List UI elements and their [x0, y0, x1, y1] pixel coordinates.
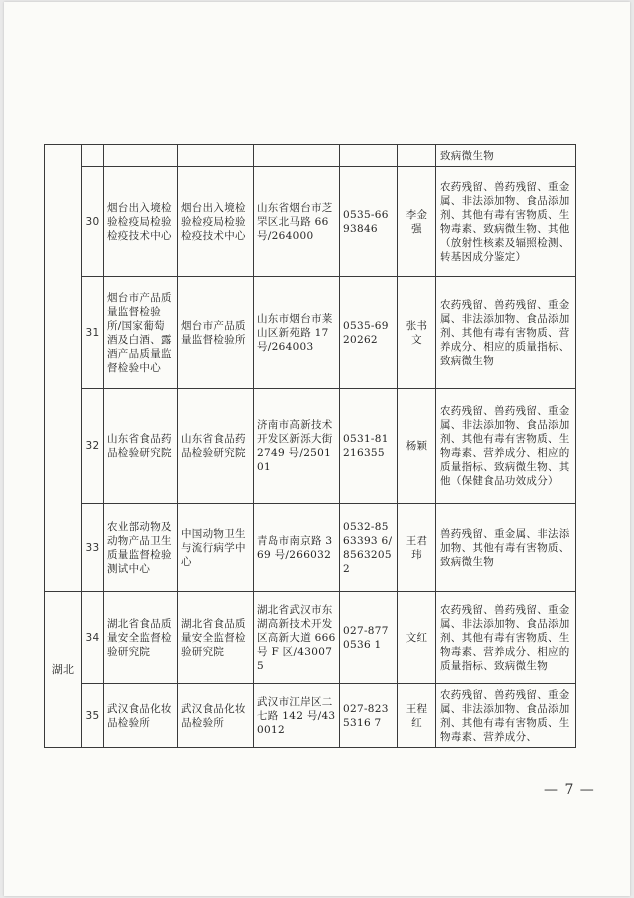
table-row	[45, 592, 576, 684]
contact-cell: 张书文	[398, 277, 436, 389]
lab-name-cell: 武汉食品化妆品检验所	[104, 684, 178, 748]
row-number-cell: 35	[82, 684, 104, 748]
organization-cell: 烟台市产品质量监督检验所	[178, 277, 254, 389]
phone-cell: 0531-81216355	[340, 389, 398, 504]
lab-name-cell: 烟台出入境检验检疫局检验检疫技术中心	[104, 167, 178, 277]
province-cell-shandong	[45, 145, 82, 592]
phone-cell: 0535-6920262	[340, 277, 398, 389]
document-page	[4, 2, 630, 896]
table-row	[45, 684, 576, 748]
province-cell-hubei: 湖北	[45, 592, 82, 748]
address-cell	[254, 145, 340, 167]
lab-list-table	[44, 144, 576, 748]
organization-cell: 武汉食品化妆品检验所	[178, 684, 254, 748]
contact-cell: 王君玮	[398, 504, 436, 592]
address-cell: 山东省烟台市芝罘区北马路 66 号/264000	[254, 167, 340, 277]
contact-cell: 杨颖	[398, 389, 436, 504]
phone-cell: 0532-8563393 6/85632052	[340, 504, 398, 592]
scope-cell: 农药残留、兽药残留、重金属、非法添加物、食品添加剂、其他有毒有害物质、生物毒素、营养成分、	[436, 684, 576, 748]
contact-cell: 王程红	[398, 684, 436, 748]
lab-name-cell: 农业部动物及动物产品卫生质量监督检验测试中心	[104, 504, 178, 592]
table-row	[45, 167, 576, 277]
phone-cell: 027-8770536 1	[340, 592, 398, 684]
lab-name-cell	[104, 145, 178, 167]
scope-cell: 农药残留、兽药残留、重金属、非法添加物、食品添加剂、其他有毒有害物质、生物毒素、致病微生物、其他（放射性核素及辐照检测、转基因成分鉴定）	[436, 167, 576, 277]
address-cell: 济南市高新技术开发区新泺大街 2749 号/250101	[254, 389, 340, 504]
row-number-cell	[82, 145, 104, 167]
row-number-cell: 33	[82, 504, 104, 592]
address-cell: 武汉市江岸区二七路 142 号/430012	[254, 684, 340, 748]
row-number-cell: 34	[82, 592, 104, 684]
lab-name-cell: 烟台市产品质量监督检验所/国家葡萄酒及白酒、露酒产品质量监督检验中心	[104, 277, 178, 389]
table-row	[45, 504, 576, 592]
phone-cell	[340, 145, 398, 167]
scope-cell: 农药残留、兽药残留、重金属、非法添加物、食品添加剂、其他有毒有害物质、生物毒素、营养成分、相应的质量指标、致病微生物、其他（保健食品功效成分）	[436, 389, 576, 504]
scope-cell: 农药残留、兽药残留、重金属、非法添加物、食品添加剂、其他有毒有害物质、营养成分、相应的质量指标、致病微生物	[436, 277, 576, 389]
scope-cell: 农药残留、兽药残留、重金属、非法添加物、食品添加剂、其他有毒有害物质、生物毒素、营养成分、相应的质量指标、致病微生物	[436, 592, 576, 684]
scope-cell: 兽药残留、重金属、非法添加物、其他有毒有害物质、致病微生物	[436, 504, 576, 592]
address-cell: 湖北省武汉市东湖高新技术开发区高新大道 666 号 F 区/430075	[254, 592, 340, 684]
table-row	[45, 145, 576, 167]
lab-name-cell: 山东省食品药品检验研究院	[104, 389, 178, 504]
contact-cell	[398, 145, 436, 167]
phone-cell: 027-8235316 7	[340, 684, 398, 748]
table-row	[45, 277, 576, 389]
organization-cell: 湖北省食品质量安全监督检验研究院	[178, 592, 254, 684]
address-cell: 山东市烟台市莱山区新苑路 17 号/264003	[254, 277, 340, 389]
organization-cell	[178, 145, 254, 167]
row-number-cell: 30	[82, 167, 104, 277]
table-row	[45, 389, 576, 504]
organization-cell: 烟台出入境检验检疫局检验检疫技术中心	[178, 167, 254, 277]
contact-cell: 文红	[398, 592, 436, 684]
organization-cell: 中国动物卫生与流行病学中心	[178, 504, 254, 592]
contact-cell: 李金强	[398, 167, 436, 277]
phone-cell: 0535-6693846	[340, 167, 398, 277]
page-number: — 7 —	[544, 782, 595, 798]
row-number-cell: 31	[82, 277, 104, 389]
organization-cell: 山东省食品药品检验研究院	[178, 389, 254, 504]
address-cell: 青岛市南京路 369 号/266032	[254, 504, 340, 592]
scope-cell: 致病微生物	[436, 145, 576, 167]
row-number-cell: 32	[82, 389, 104, 504]
lab-name-cell: 湖北省食品质量安全监督检验研究院	[104, 592, 178, 684]
